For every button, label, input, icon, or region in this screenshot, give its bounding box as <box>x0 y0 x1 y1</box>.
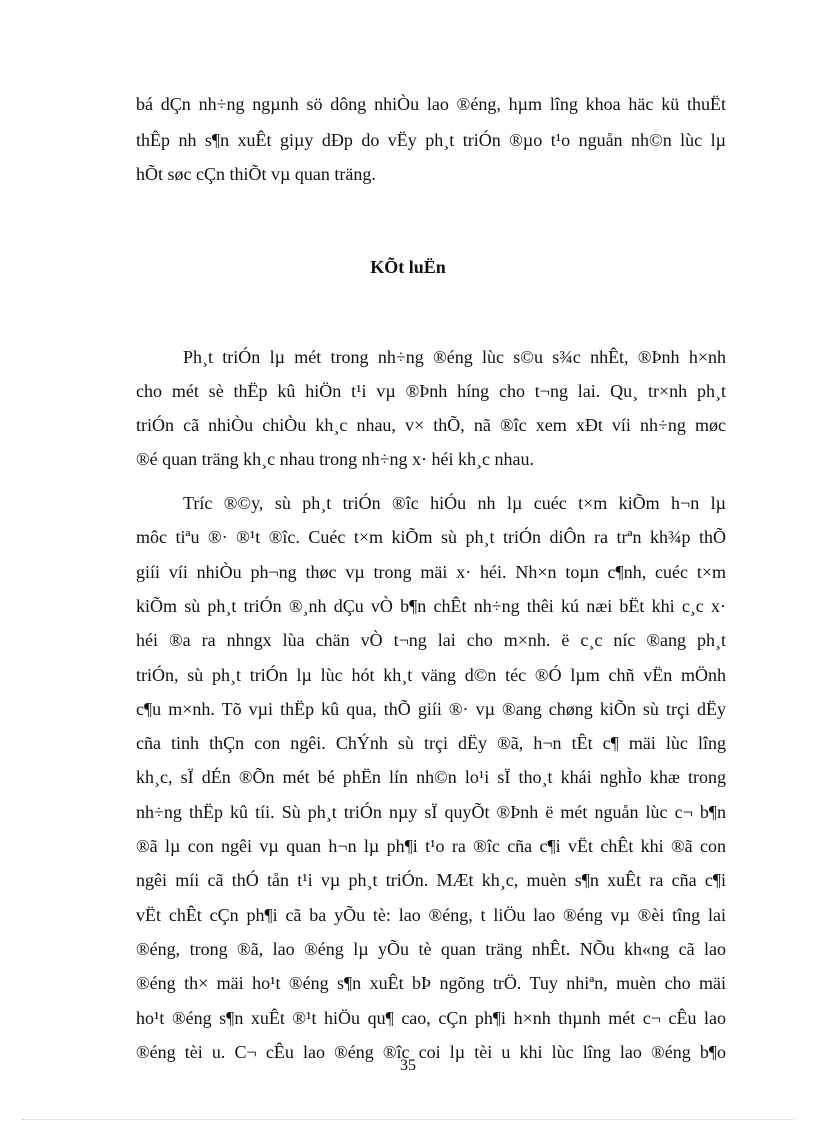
body-text-line: cho mét sè thËp kû hiÖn t¹i vµ ®Þnh híng cho t¬ng lai. Qu¸ tr×nh ph¸t <box>136 381 726 401</box>
section-heading: KÕt luËn <box>370 257 446 277</box>
page-bottom-rule <box>22 1119 794 1120</box>
body-text-line: môc tiªu ®· ®¹t ®îc. Cuéc t×m kiÕm sù ph¸t triÓn diÔn ra trªn kh¾p thÕ <box>136 527 726 548</box>
body-text-line: thÊp nh s¶n xuÊt giµy dÐp do vËy ph¸t triÓn ®µo t¹o nguån nh©n lùc lµ <box>136 130 726 150</box>
body-text-line: c¶u m×nh. Tõ vµi thËp kû qua, thÕ giíi ®· vµ ®ang chøng kiÕn sù trçi dËy <box>136 698 726 719</box>
body-text-line: héi ®a ra nhngx lùa chän vÒ t¬ng lai cho m×nh. ë c¸c níc ®ang ph¸t <box>136 630 726 651</box>
body-text-line: ®é quan träng kh¸c nhau trong nh÷ng x· héi kh¸c nhau. <box>136 449 534 469</box>
body-text-line: ®éng, trong ®ã, lao ®éng lµ yÕu tè quan träng nhÊt. NÕu kh«ng cã lao <box>136 938 726 959</box>
body-text-line: hÕt søc cÇn thiÕt vµ quan träng. <box>136 164 376 184</box>
body-text-line: ho¹t ®éng s¶n xuÊt ®¹t hiÖu qu¶ cao, cÇn ph¶i h×nh thµnh mét c¬ cÊu lao <box>136 1007 726 1028</box>
body-text-line: nh÷ng thËp kû tíi. Sù ph¸t triÓn nµy sÏ quyÕt ®Þnh ë mét nguån lùc c¬ b¶n <box>136 801 726 822</box>
body-text-line: vËt chÊt cÇn ph¶i cã ba yÕu tè: lao ®éng, t liÖu lao ®éng vµ ®èi tîng lai <box>136 904 726 925</box>
body-text-line: ngêi míi cã thÓ tån t¹i vµ ph¸t triÓn. MÆt kh¸c, muèn s¶n xuÊt ra cña c¶i <box>136 870 726 891</box>
body-text-line: bá dÇn nh÷ng ngµnh sö dông nhiÒu lao ®éng, hµm lîng khoa häc kü thuËt <box>136 94 726 114</box>
body-text-line: kh¸c, sÏ dÉn ®Õn mét bé phËn lín nh©n lo¹i sÏ tho¸t khái nghÌo khæ trong <box>136 767 726 788</box>
body-text-line: triÓn cã nhiÒu chiÒu kh¸c nhau, v× thÕ, nã ®îc xem xÐt víi nh÷ng møc <box>136 415 726 435</box>
body-text-line: kiÕm sù ph¸t triÓn ®¸nh dÇu vÒ b¶n chÊt nh÷ng thêi kú næi bËt khi c¸c x· <box>136 595 726 616</box>
body-text-line: cña tinh thÇn con ngêi. ChÝnh sù trçi dËy ®ã, h¬n tÊt c¶ mäi lùc lîng <box>136 733 726 754</box>
page-number: 35 <box>400 1057 416 1074</box>
body-text-line: ®ã lµ con ngêi vµ quan h¬n lµ ph¶i t¹o ra ®îc cña c¶i vËt chÊt khi ®ã con <box>136 836 726 856</box>
body-text-line: Ph¸t triÓn lµ mét trong nh÷ng ®éng lùc s©u s¾c nhÊt, ®Þnh h×nh <box>183 347 726 367</box>
body-text-line: triÓn, sù ph¸t triÓn lµ lùc hót kh¸t väng d©n téc ®Ó lµm chñ vËn mÖnh <box>136 664 726 685</box>
body-text-line: Tríc ®©y, sù ph¸t triÓn ®îc hiÓu nh lµ cuéc t×m kiÕm h¬n lµ <box>183 493 726 513</box>
body-text-line: ®éng tèi u. C¬ cÊu lao ®éng ®îc coi lµ tèi u khi lùc lîng lao ®éng b¶o <box>136 1041 726 1062</box>
body-text-line: ®éng th× mäi ho¹t ®éng s¶n xuÊt bÞ ngõng trÖ. Tuy nhiªn, muèn cho mäi <box>136 973 726 994</box>
body-text-line: giíi víi nhiÒu ph¬ng thøc vµ trong mäi x· héi. Nh×n toµn c¶nh, cuéc t×m <box>136 561 726 582</box>
